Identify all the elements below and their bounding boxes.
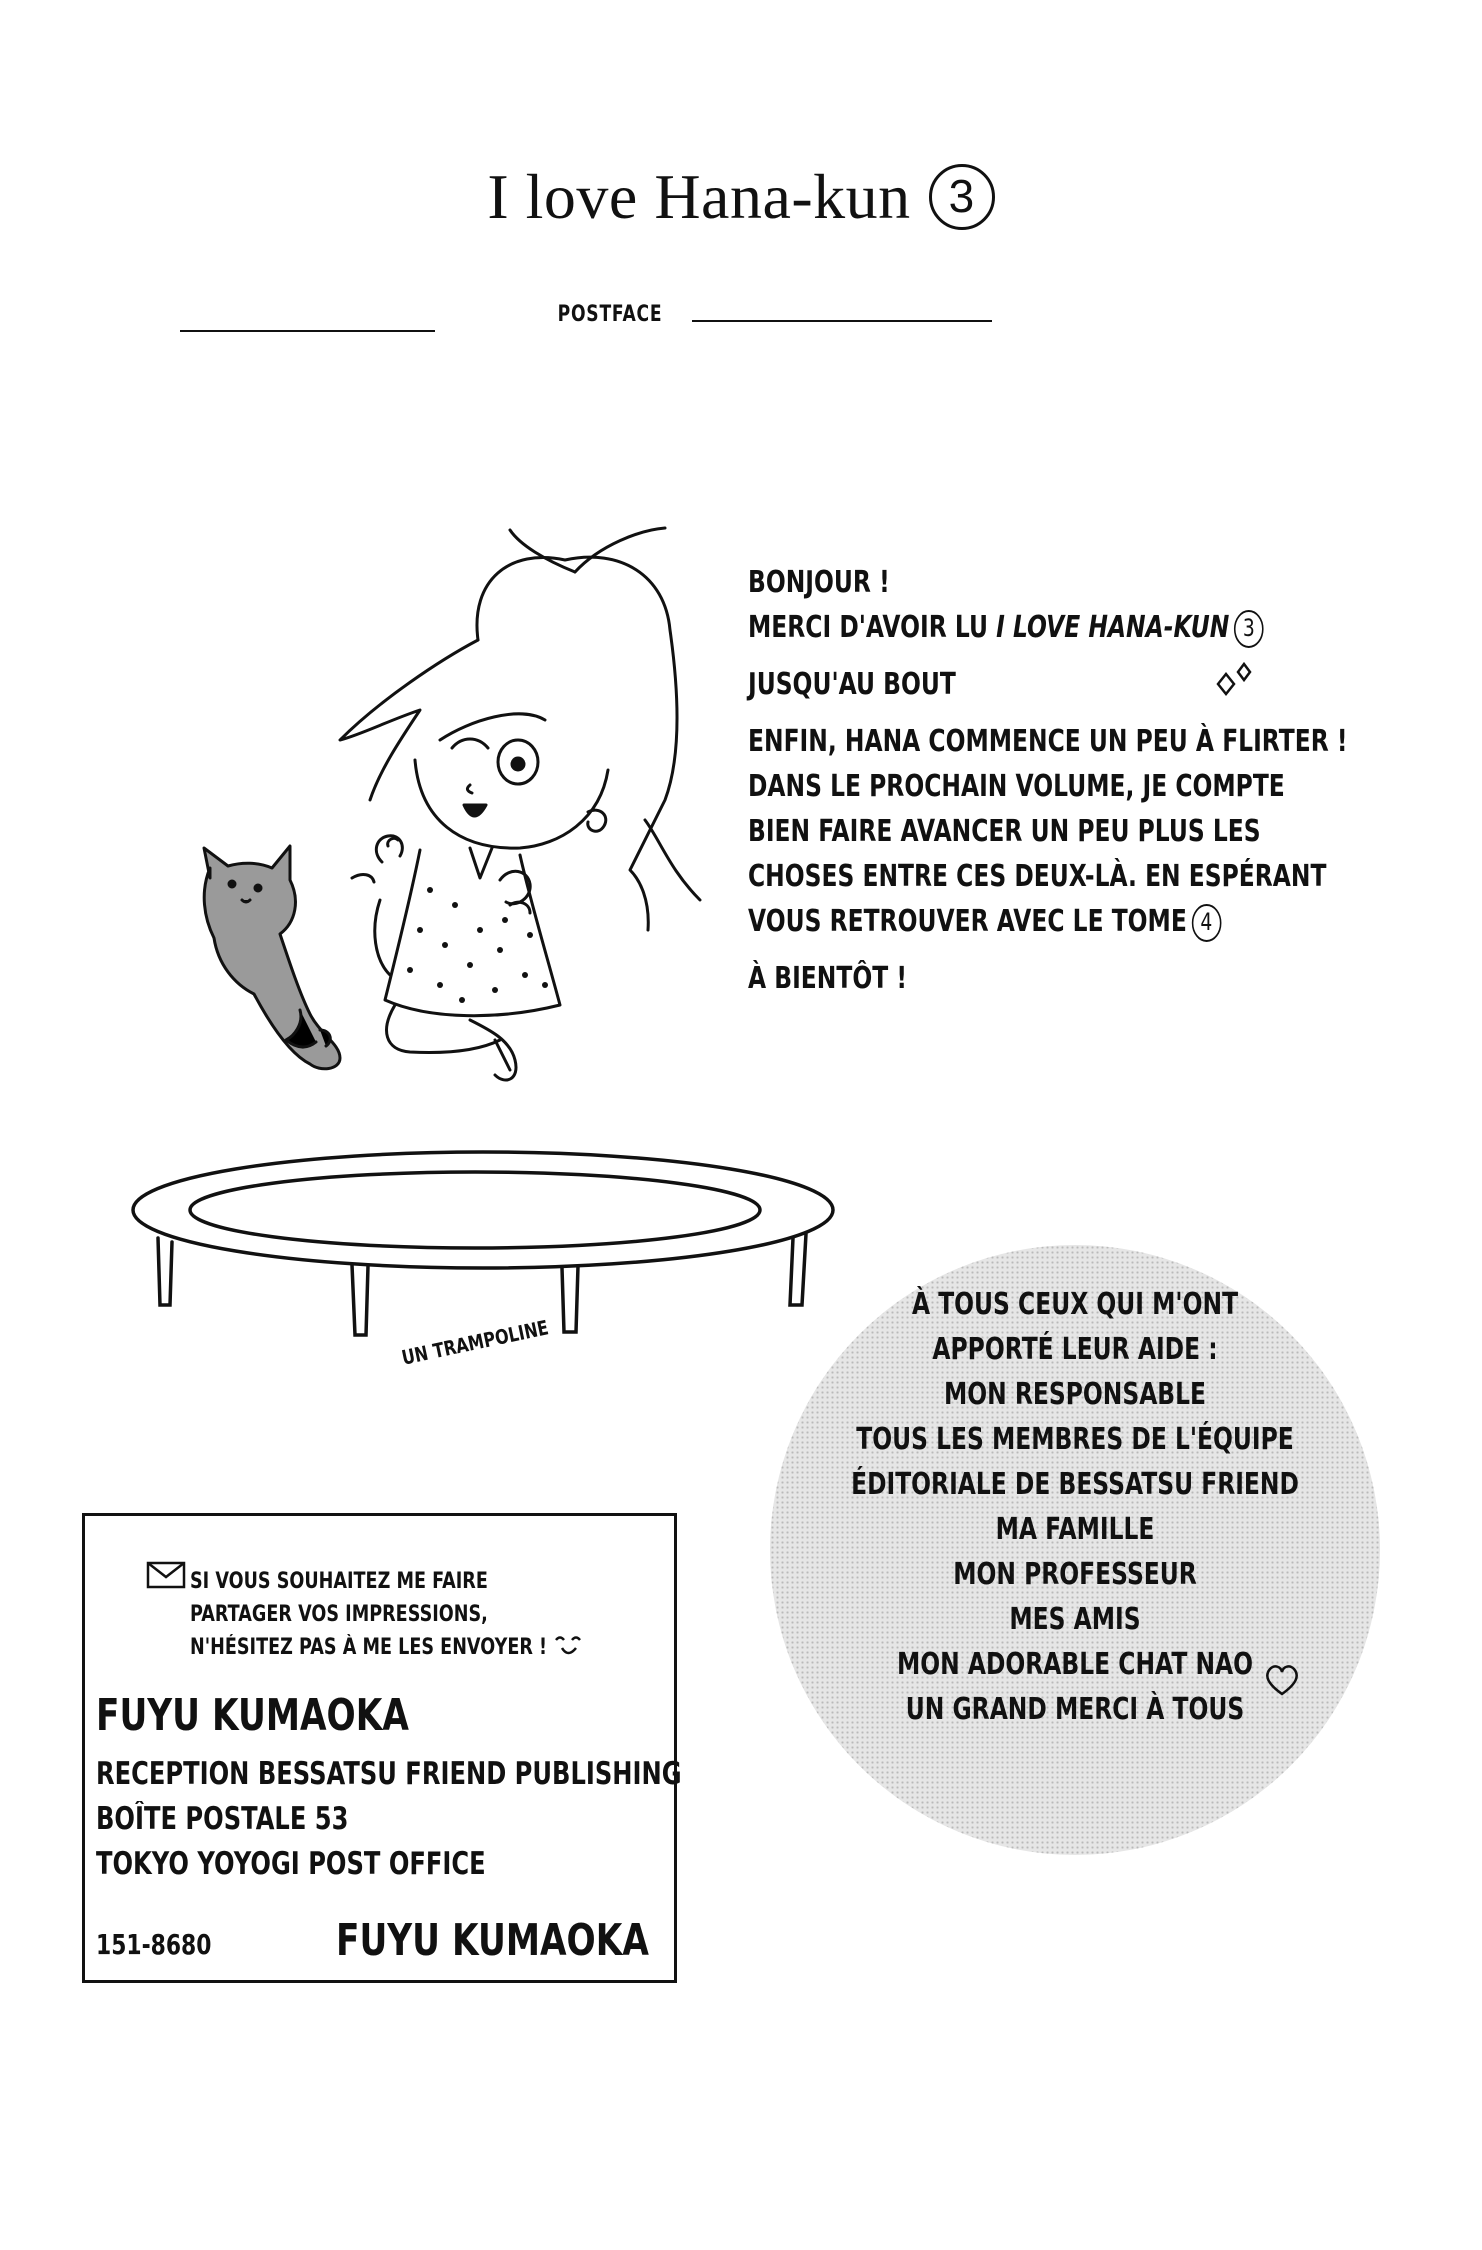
address-lines [96, 1752, 847, 1887]
author-signature: FUYU KUMAOKA [336, 1915, 649, 1966]
section-label: POSTFACE [557, 302, 663, 327]
postal-code: 151-8680 [96, 1928, 212, 1961]
envelope-icon [146, 1561, 186, 1589]
thanks-line: TOUS LES MEMBRES DE L'ÉQUIPE [856, 1422, 1294, 1457]
paragraph-line: BIEN FAIRE AVANCER UN PEU PLUS LES [748, 814, 1261, 849]
volume-circle: 3 [1234, 610, 1264, 648]
cat-icon [204, 846, 374, 1069]
smile-icon [552, 1634, 588, 1662]
intro-line: PARTAGER VOS IMPRESSIONS, [190, 1602, 488, 1627]
book-title: I LOVE HANA-KUN [996, 610, 1230, 645]
heart-icon [1262, 1660, 1302, 1700]
thanks-line: UN GRAND MERCI À TOUS [905, 1692, 1245, 1727]
trampoline-caption: UN TRAMPOLINE [399, 1315, 551, 1370]
address-line: TOKYO YOYOGI POST OFFICE [96, 1846, 486, 1882]
greeting-line: BONJOUR ! [748, 565, 890, 600]
thanks-line: MA FAMILLE [995, 1512, 1155, 1547]
thanks-line: APPORTÉ LEUR AIDE : [932, 1332, 1218, 1367]
intro-line: N'HÉSITEZ PAS À ME LES ENVOYER ! [190, 1635, 548, 1660]
sparkle-icon [1218, 664, 1250, 694]
thanks-line: MON PROFESSEUR [953, 1557, 1197, 1592]
thanks-line: À TOUS CEUX QUI M'ONT [911, 1287, 1239, 1322]
volume-number-badge: 3 [929, 164, 995, 230]
paragraph-line: CHOSES ENTRE CES DEUX-LÀ. EN ESPÉRANT [748, 859, 1327, 894]
thanks-line: ÉDITORIALE DE BESSATSU FRIEND [851, 1467, 1299, 1502]
closing-line: À BIENTÔT ! [748, 961, 908, 996]
thanks-suffix-line: JUSQU'AU BOUT [748, 667, 956, 702]
recipient-name: FUYU KUMAOKA [96, 1690, 409, 1741]
next-volume-circle: 4 [1192, 904, 1222, 942]
girl-icon [340, 528, 700, 1080]
address-line: RECEPTION BESSATSU FRIEND PUBLISHING [96, 1756, 682, 1792]
trampoline-icon [133, 1152, 833, 1335]
thanks-line: MES AMIS [1009, 1602, 1141, 1637]
title-text: I love Hana-kun [487, 161, 911, 232]
paragraph-line: ENFIN, HANA COMMENCE UN PEU À FLIRTER ! [748, 724, 1348, 759]
intro-line: SI VOUS SOUHAITEZ ME FAIRE [190, 1569, 488, 1594]
address-line: BOÎTE POSTALE 53 [96, 1801, 349, 1837]
paragraph-line: DANS LE PROCHAIN VOLUME, JE COMPTE [748, 769, 1285, 804]
thanks-line: MON RESPONSABLE [943, 1377, 1207, 1412]
thanks-prefix: MERCI D'AVOIR LU [748, 610, 997, 645]
paragraph-text: VOUS RETROUVER AVEC LE TOME [748, 904, 1187, 939]
thanks-line: MON ADORABLE CHAT NAO [896, 1647, 1254, 1682]
